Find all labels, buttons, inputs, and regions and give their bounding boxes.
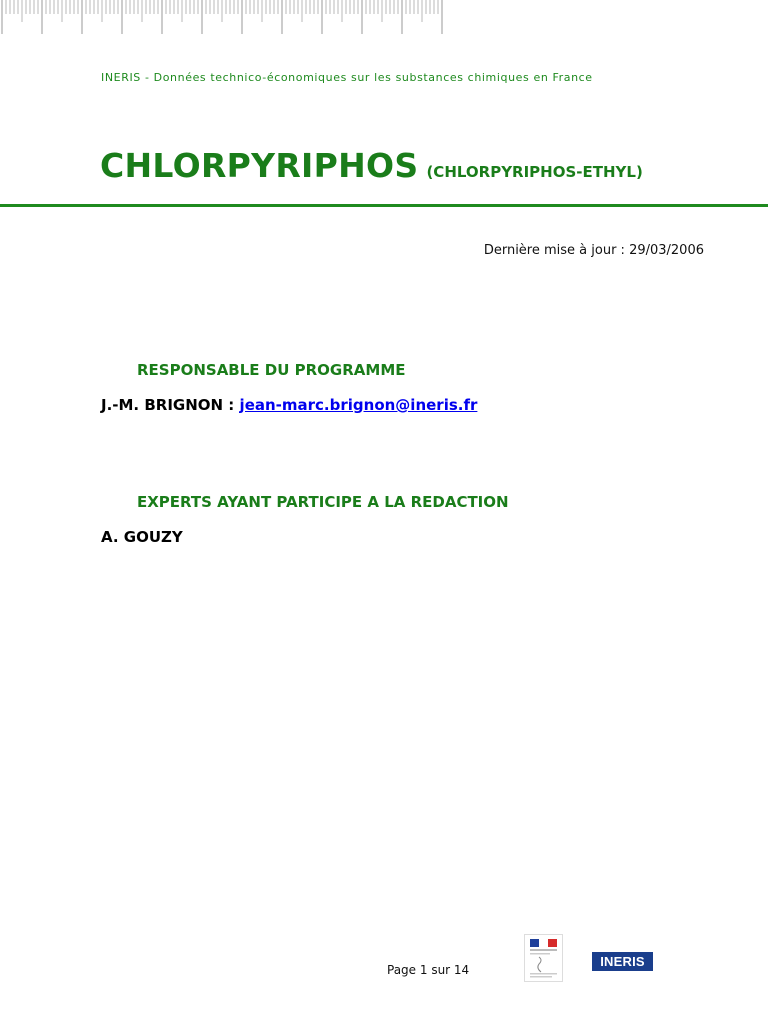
title-subtitle: (CHLORPYRIPHOS-ETHYL) bbox=[426, 163, 643, 181]
responsable-name: J.-M. BRIGNON : bbox=[101, 396, 235, 414]
title-divider bbox=[0, 204, 768, 207]
experts-heading: EXPERTS AYANT PARTICIPE A LA REDACTION bbox=[137, 493, 509, 511]
ruler-strip bbox=[0, 0, 448, 36]
ineris-logo: INERIS bbox=[592, 952, 653, 971]
last-update: Dernière mise à jour : 29/03/2006 bbox=[483, 243, 704, 258]
title-main: CHLORPYRIPHOS bbox=[100, 146, 419, 185]
responsable-line bbox=[101, 396, 477, 414]
responsable-heading: RESPONSABLE DU PROGRAMME bbox=[137, 361, 406, 379]
responsable-email-link[interactable]: jean-marc.brignon@ineris.fr bbox=[239, 396, 478, 414]
page-number: Page 1 sur 14 bbox=[387, 963, 470, 977]
running-header: INERIS - Données technico-économiques sur les substances chimiques en France bbox=[101, 71, 593, 84]
document-title bbox=[100, 146, 643, 185]
expert-name: A. GOUZY bbox=[101, 528, 183, 546]
republique-francaise-logo bbox=[524, 934, 563, 982]
